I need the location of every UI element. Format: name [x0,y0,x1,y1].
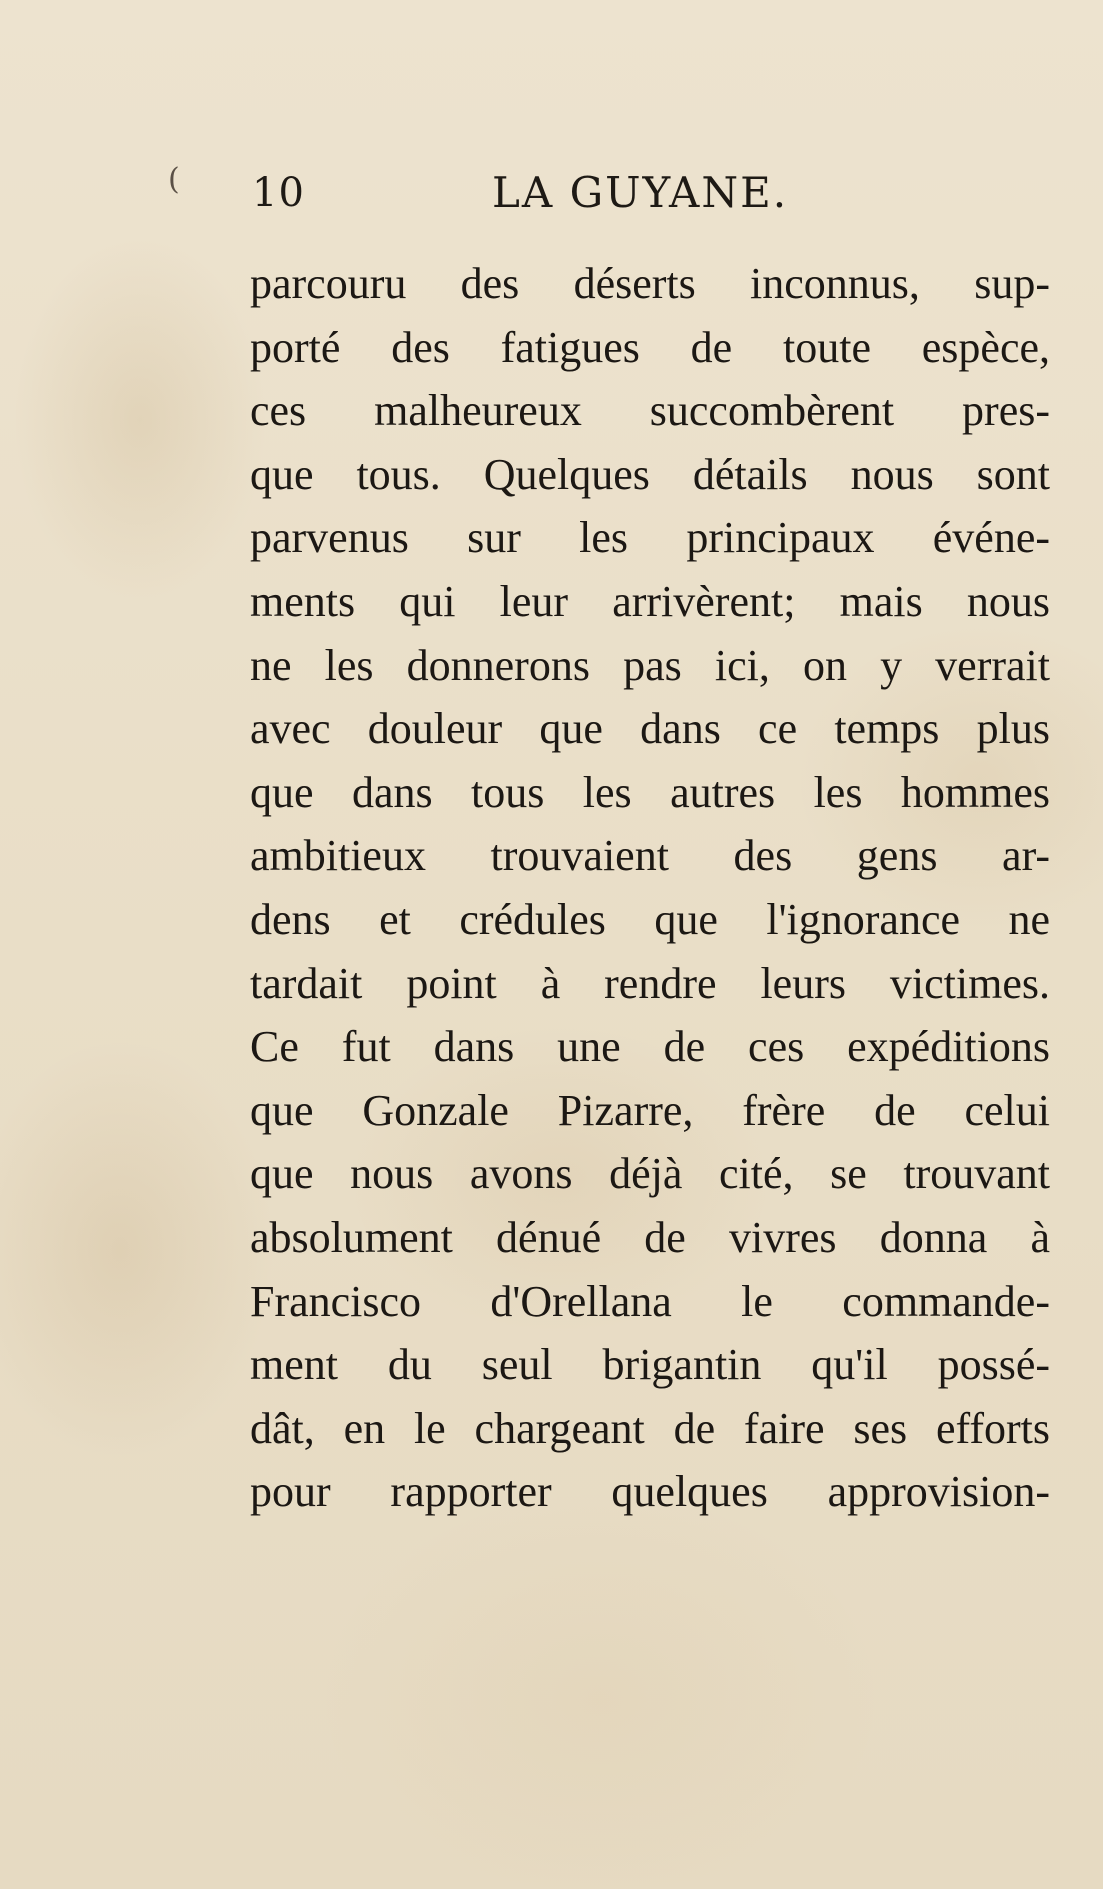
text-line: dât, en le chargeant de faire ses efforts [250,1403,1050,1453]
text-line: ces malheureux succombèrent pres- [250,386,1050,436]
text-line: ments qui leur arrivèrent; mais nous [250,576,1050,626]
text-line: que dans tous les autres les hommes [250,767,1050,817]
text-line: ne les donnerons pas ici, on y verrait [250,640,1050,690]
running-head: LA GUYANE. [492,168,789,217]
text-line: tardait point à rendre leurs victimes. [250,958,1050,1008]
text-line: pour rapporter quelques approvision- [250,1467,1050,1517]
page-header [252,160,1047,230]
text-line: ambitieux trouvaient des gens ar- [250,831,1050,881]
text-line: que Gonzale Pizarre, frère de celui [250,1085,1050,1135]
text-line: que tous. Quelques détails nous sont [250,449,1050,499]
margin-mark: ( [168,162,180,197]
page-number: 10 [252,170,305,216]
text-line: Ce fut dans une de ces expéditions [250,1022,1050,1072]
text-line: parvenus sur les principaux événe- [250,513,1050,563]
text-line: dens et crédules que l'ignorance ne [250,894,1050,944]
text-line: absolument dénué de vivres donna à [250,1212,1050,1262]
text-line: que nous avons déjà cité, se trouvant [250,1149,1050,1199]
text-line: parcouru des déserts inconnus, sup- [250,259,1050,308]
text-line: Francisco d'Orellana le commande- [250,1276,1050,1326]
text-line: porté des fatigues de toute espèce, [250,322,1050,372]
body-text [250,252,1050,1524]
text-line: avec douleur que dans ce temps plus [250,704,1050,754]
text-line: ment du seul brigantin qu'il possé- [250,1340,1050,1390]
